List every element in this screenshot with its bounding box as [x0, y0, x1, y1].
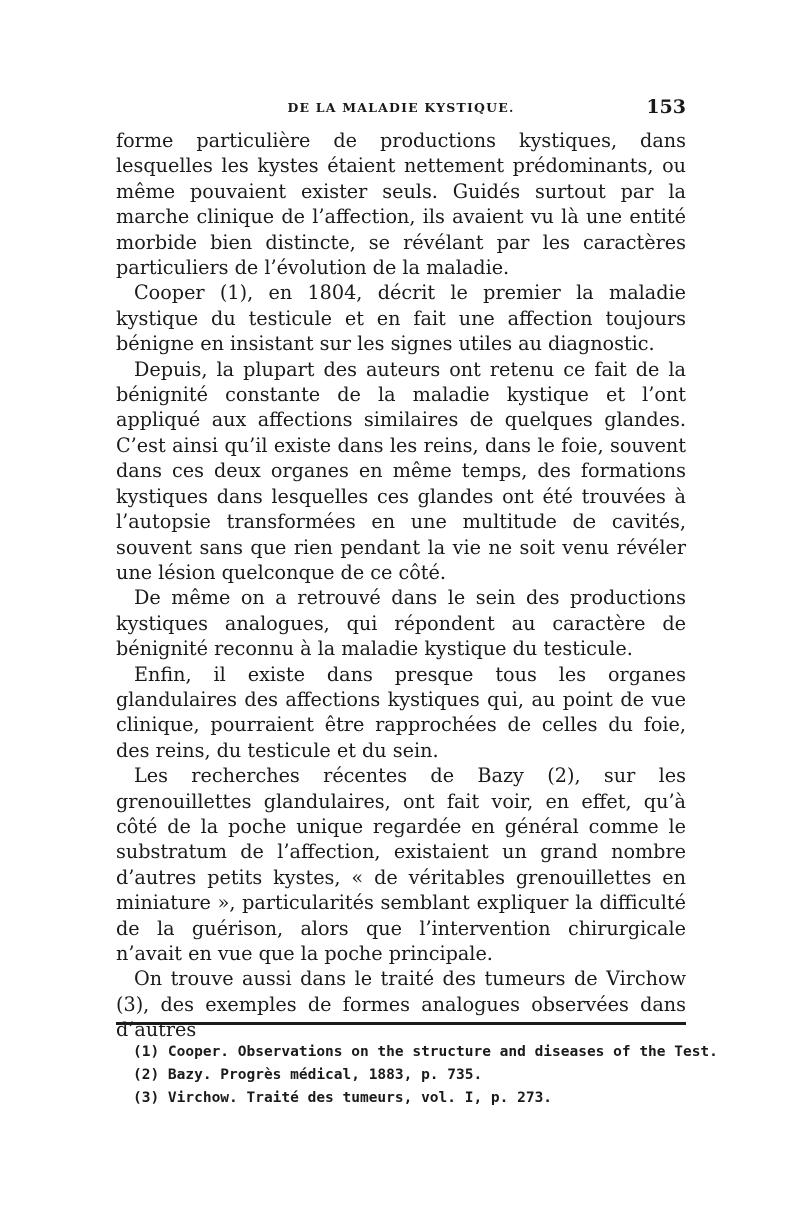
paragraph-benignity: Depuis, la plupart des auteurs ont retenu ce fait de la bénignité constante de la maladie kystique et l’ont appliqué aux affections similaires de quelques glandes. C’est ainsi qu’il existe dans les reins, dans le foie, souvent dans ces deux organes en même temps, des formations kystiques dans lesquelles ces glandes ont été trouvées à l’autopsie transformées en une multitude de cavités, souvent sans que rien pendant la vie ne soit venu révéler une lésion quelconque de ce côté. [116, 357, 686, 584]
footnote-2: (2) Bazy. Progrès médical, 1883, p. 735. [133, 1067, 483, 1083]
body-text [116, 128, 686, 1043]
paragraph-continuation: forme particulière de productions kystiques, dans lesquelles les kystes étaient nettement prédominants, ou même pouvaient exister seuls. Guidés surtout par la marche clinique de l’affection, ils avaient vu là une entité morbide bien distincte, se révélant par les caractères particuliers de l’évolution de la maladie. [116, 129, 686, 280]
paragraph-cooper: Cooper (1), en 1804, décrit le premier la maladie kystique du testicule et en fait une affection toujours bénigne en insistant sur les signes utiles au diagnostic. [116, 281, 686, 356]
paragraph-glandular: Enfin, il existe dans presque tous les organes glandulaires des affections kystiques qui, au point de vue clinique, pourraient être rapprochées de celles du foie, des reins, du testicule et du sein. [116, 662, 686, 762]
footnote-1: (1) Cooper. Observations on the structure and diseases of the Test. [133, 1044, 718, 1060]
paragraph-virchow: On trouve aussi dans le traité des tumeurs de Virchow (3), des exemples de formes analogues observées dans d’autres [116, 967, 686, 1042]
footnote-divider [116, 1022, 686, 1025]
footnote-3: (3) Virchow. Traité des tumeurs, vol. I, p. 273. [133, 1090, 553, 1106]
footnotes [133, 1041, 718, 1110]
running-head: DE LA MALADIE KYSTIQUE. [287, 100, 515, 115]
page-number: 153 [646, 96, 686, 118]
paragraph-bazy: Les recherches récentes de Bazy (2), sur les grenouillettes glandulaires, ont fait voir, en effet, qu’à côté de la poche unique regardée en général comme le substratum de l’affection, existaient un grand nombre d’autres petits kystes, « de véritables grenouillettes en miniature », particularités semblant expliquer la difficulté de la guérison, alors que l’intervention chirurgicale n’avait en vue que la poche principale. [116, 764, 686, 965]
paragraph-breast: De même on a retrouvé dans le sein des productions kystiques analogues, qui répondent au caractère de bénignité reconnu à la maladie kystique du testicule. [116, 586, 686, 661]
page-header [116, 96, 686, 120]
